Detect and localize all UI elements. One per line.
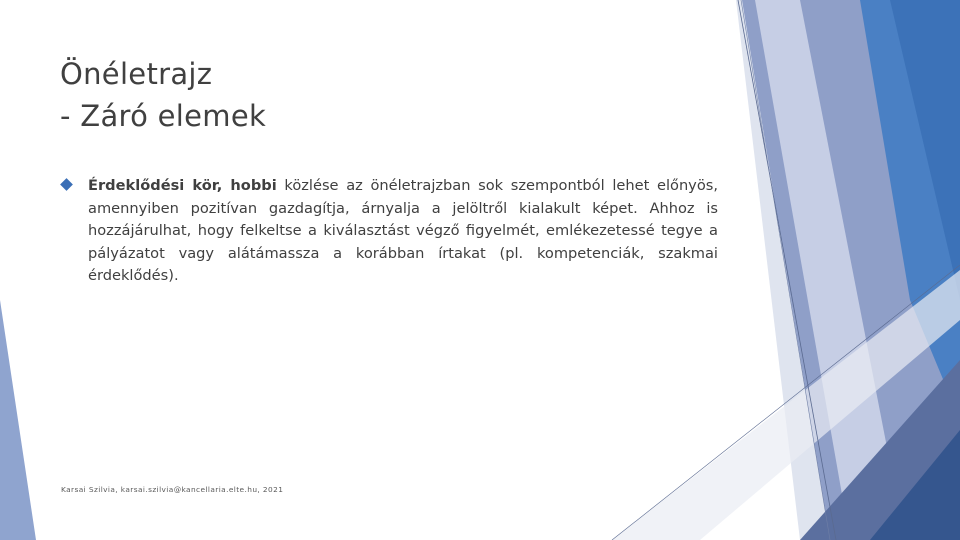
left-accent-shape [0,300,36,540]
bullet-text [88,175,718,288]
bullet-body: közlése az önéletrajzban sok szempontból lehet előnyös, amennyiben pozitívan gazdagítja, árnyalja a jelöltről kialakult képet. Ahhoz is hozzájárulhat, hogy felkeltse a kiválasztást végző figyelmét, emlékezetessé tegye a pályázatot vagy alátámassza a korábban írtakat (pl. kompetenciák, szakmai érdeklődés). [88,177,718,284]
bullet-bold-lead: Érdeklődési kör, hobbi [88,177,277,194]
title-line-1: Önéletrajz [60,57,213,91]
footer-text: Karsai Szilvia, karsai.szilvia@kancellaria.elte.hu, 2021 [61,485,284,494]
slide-title [60,53,660,137]
title-line-2: - Záró elemek [60,99,267,133]
